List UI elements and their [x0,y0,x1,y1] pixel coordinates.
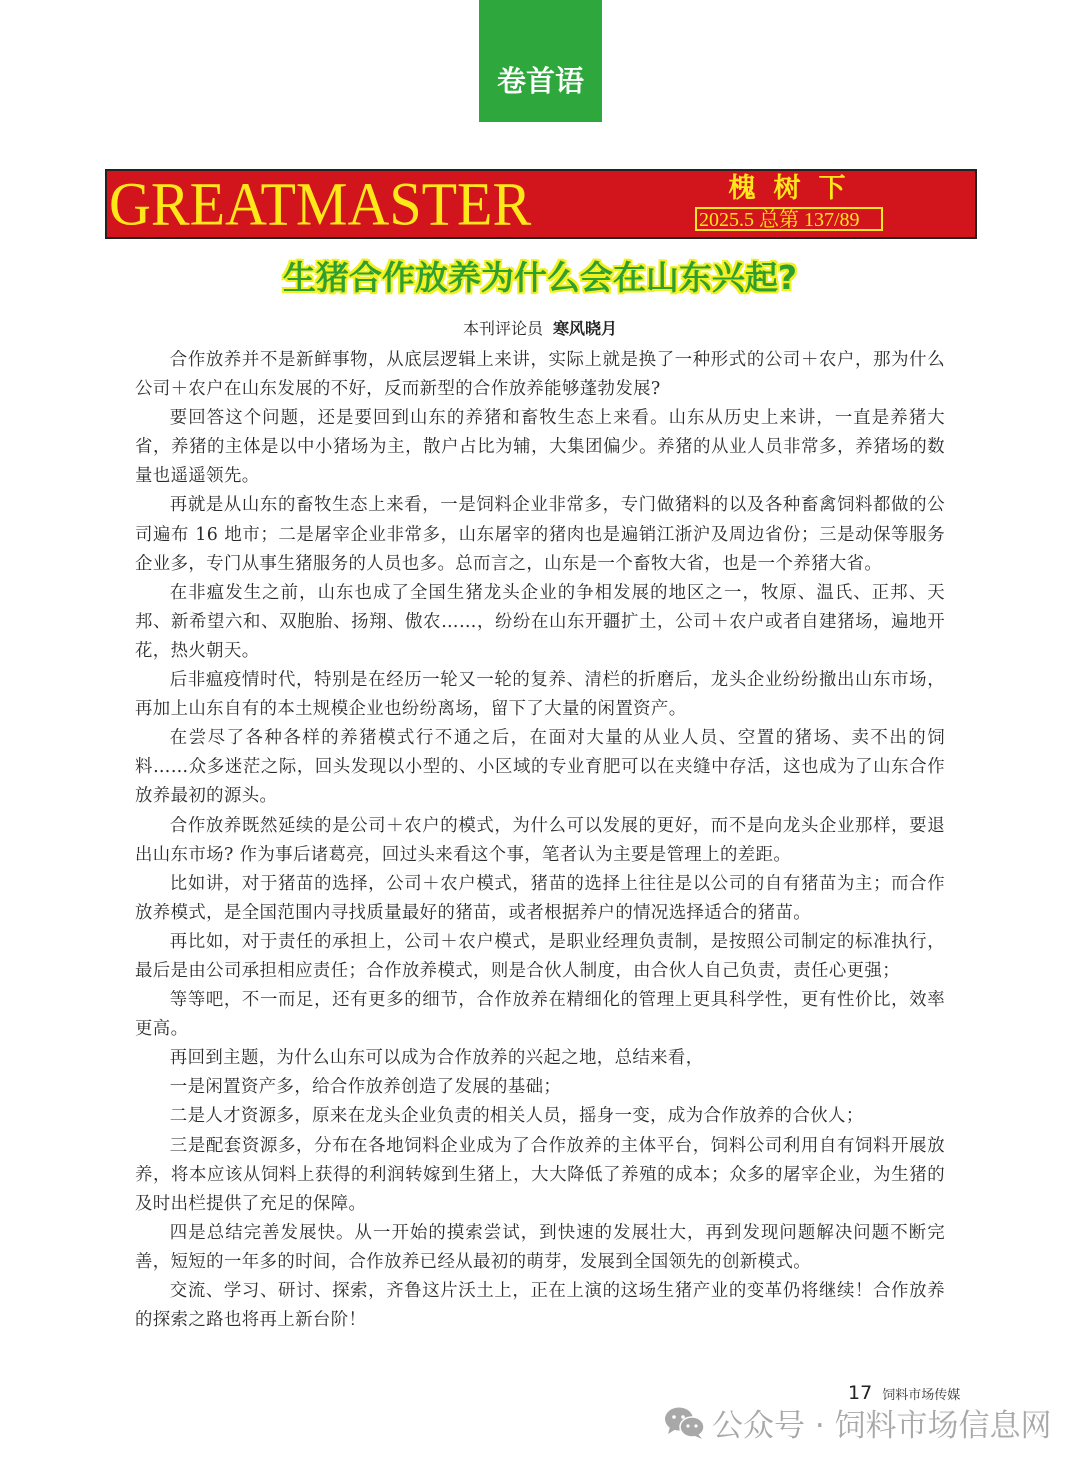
article-paragraph: 要回答这个问题，还是要回到山东的养猪和畜牧生态上来看。山东从历史上来讲，一直是养猪大省，养猪的主体是以中小猪场为主，散户占比为辅，大集团偏少。养猪的从业人员非常多，养猪场的数量也遥遥领先。 [135,408,945,487]
watermark-text: 公众号 · 饲料市场信息网 [712,1408,1052,1444]
article-paragraph: 合作放养并不是新鲜事物，从底层逻辑上来讲，实际上就是换了一种形式的公司＋农户，那为什么公司＋农户在山东发展的不好，反而新型的合作放养能够蓬勃发展? [135,350,945,400]
article-body [135,346,945,1335]
article-paragraph: 交流、学习、研讨、探索，齐鲁这片沃土上，正在上演的这场生猪产业的变革仍将继续！合作放养的探索之路也将再上新台阶！ [135,1281,945,1331]
article-paragraph: 在非瘟发生之前，山东也成了全国生猪龙头企业的争相发展的地区之一，牧原、温氏、正邦、天邦、新希望六和、双胞胎、扬翔、傲农……，纷纷在山东开疆扩土，公司＋农户或者自建猪场，遍地开花，热火朝天。 [135,582,945,661]
article-byline [0,318,1080,340]
wechat-icon [664,1406,706,1440]
article-paragraph: 一是闲置资产多，给合作放养创造了发展的基础； [169,1077,562,1098]
publication-name: 饲料市场传媒 [882,1388,961,1403]
banner-column-info [695,173,887,231]
article-paragraph: 再回到主题，为什么山东可以成为合作放养的兴起之地，总结来看， [169,1048,704,1069]
article-headline: 生猪合作放养为什么会在山东兴起? [282,258,798,297]
article-paragraph: 二是人才资源多，原来在龙头企业负责的相关人员，摇身一变，成为合作放养的合伙人； [169,1106,864,1127]
article-paragraph: 四是总结完善发展快。从一开始的摸索尝试，到快速的发展壮大，再到发现问题解决问题不断完善，短短的一年多的时间，合作放养已经从最初的萌芽，发展到全国领先的创新模式。 [135,1222,945,1272]
article-paragraph: 在尝尽了各种各样的养猪模式行不通之后，在面对大量的从业人员、空置的猪场、卖不出的饲料……众多迷茫之际，回头发现以小型的、小区域的专业育肥可以在夹缝中存活，这也成为了山东合作放养最初的源头。 [135,728,945,807]
article-paragraph: 比如讲，对于猪苗的选择，公司＋农户模式，猪苗的选择上往往是以公司的自有猪苗为主；而合作放养模式，是全国范围内寻找质量最好的猪苗，或者根据养户的情况选择适合的猪苗。 [135,873,945,923]
banner-column-name: 槐树下 [728,173,864,204]
article-paragraph: 三是配套资源多，分布在各地饲料企业成为了合作放养的主体平台，饲料公司利用自有饲料开展放养，将本应该从饲料上获得的利润转嫁到生猪上，大大降低了养殖的成本；众多的屠宰企业，为生猪的及时出栏提供了充足的保障。 [135,1135,945,1214]
wechat-watermark [664,1400,1052,1445]
banner-brand: GREATMASTER [109,169,532,239]
article-paragraph: 等等吧，不一而足，还有更多的细节，合作放养在精细化的管理上更具科学性，更有性价比，效率更高。 [135,990,945,1040]
section-tag [479,0,602,122]
column-banner [105,169,977,239]
section-tag-label: 卷首语 [496,64,584,98]
banner-issue-number: 2025.5 总第 137/89 [695,207,883,231]
article-paragraph: 后非瘟疫情时代，特别是在经历一轮又一轮的复养、清栏的折磨后，龙头企业纷纷撤出山东市场，再加上山东自有的本土规模企业也纷纷离场，留下了大量的闲置资产。 [135,670,945,720]
article-paragraph: 再比如，对于责任的承担上，公司＋农户模式，是职业经理负责制，是按照公司制定的标准执行，最后是由公司承担相应责任；合作放养模式，则是合伙人制度，由合伙人自己负责，责任心更强； [135,931,945,981]
article-paragraph: 合作放养既然延续的是公司＋农户的模式，为什么可以发展的更好，而不是向龙头企业那样，要退出山东市场? 作为事后诸葛亮，回过头来看这个事，笔者认为主要是管理上的差距。 [135,815,945,865]
byline-role: 本刊评论员 [462,319,543,338]
byline-author: 寒风晓月 [553,319,618,338]
article-paragraph: 再就是从山东的畜牧生态上来看，一是饲料企业非常多，专门做猪料的以及各种畜禽饲料都做的公司遍布 16 地市；二是屠宰企业非常多，山东屠宰的猪肉也是遍销江浙沪及周边省份；三是动保等服务企业多，专门从事生猪服务的人员也多。总而言之，山东是一个畜牧大省，也是一个养猪大省。 [135,495,945,574]
page-number: 17 [848,1382,873,1404]
